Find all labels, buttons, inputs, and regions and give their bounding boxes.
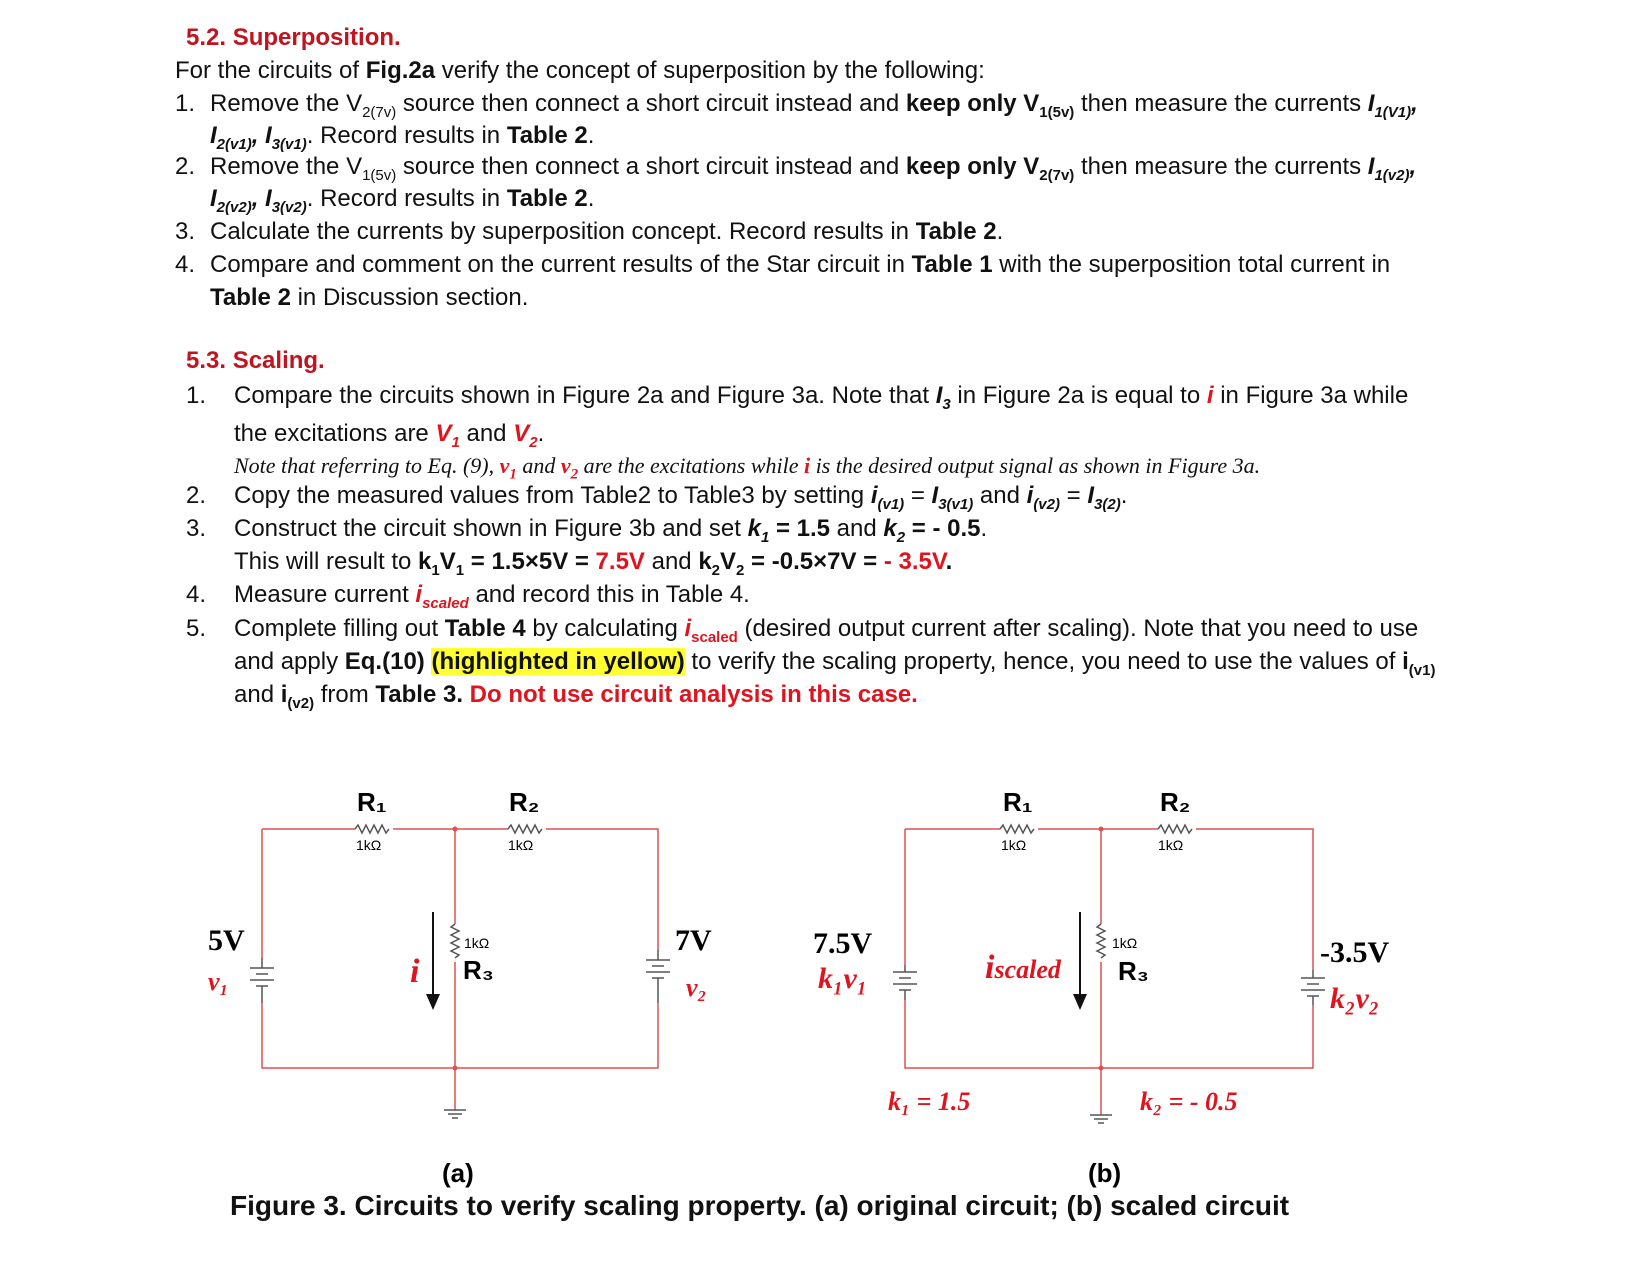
fig-a-node-top [453,827,458,832]
section-5-2-title: 5.2. Superposition. [186,24,401,51]
fig-b-r2-zigzag [1158,825,1192,833]
s52-item2-line1: Remove the $V_{1(5v)}$ source then connect a short circuit instead and keep only $V_{2(7v)}$ then measure the currents $I_{1(v2)}$, [210,153,1417,184]
s52-item4-line2: Table 2 in Discussion section. [210,284,529,311]
fig-b-v2-battery [1301,970,1325,1005]
fig-b-r2-value: 1kΩ [1158,837,1184,853]
fig-a-r1-zigzag [355,825,389,833]
figure-caption: Figure 3. Circuits to verify scaling property. (a) original circuit; (b) scaled circuit [230,1190,1290,1221]
fig-b-ground-icon [1090,1115,1112,1123]
fig-a-r3-value: 1kΩ [464,935,490,951]
s52-item2-num: 2. [175,153,196,180]
fig-b-current-label: iscaled [985,949,1061,986]
fig-b-r3-label: R₃ [1118,956,1149,986]
fig-a-ground-icon [444,1110,466,1118]
fig-a-v1-symbol: v₁ [208,967,229,996]
fig-b-v2-value: -3.5V [1320,936,1390,969]
fig-b-node-top [1099,827,1104,832]
fig-b-r1-zigzag [1000,825,1034,833]
fig-b-v2-symbol: k₂v₂ [1330,982,1380,1015]
fig-b-v1-value: 7.5V [813,927,873,960]
s53-item5-line2: and apply Eq.(10) (highlighted in yellow) to verify the scaling property, hence, you need to use the values of $i_{(v1)}$ [234,648,1436,679]
s53-item3-line1: Construct the circuit shown in Figure 3b and set $k_1 = 1.5$ and $k_2$ = - 0.5. [234,515,988,546]
fig-a-r3-zigzag [451,924,459,958]
fig-b-r1-label: R₁ [1003,787,1033,817]
s53-item4-num: 4. [186,581,207,608]
fig-b-r3-value: 1kΩ [1112,935,1138,951]
fig-b-current-arrow-icon [1073,912,1087,1010]
fig-b-v1-battery [893,965,917,1000]
fig-a-r2-value: 1kΩ [508,837,534,853]
s52-item1-line1: Remove the $V_{2(7v)}$ source then connect a short circuit instead and keep only $V_{1(5v)}$ then measure the currents $I_{1(V1)}$, [210,90,1418,121]
fig-b-r1-value: 1kΩ [1001,837,1027,853]
fig-a-top-wire-right [546,829,658,950]
s53-item4: Measure current $i_{scaled}$ and record this in Table 4. [234,581,750,612]
figure-a-circuit [262,825,658,1110]
s53-item5-line1: Complete filling out Table 4 by calculating $i_{scaled}$ (desired output current after scaling). Note that you need to use [234,615,1419,646]
s52-intro: For the circuits of Fig.2a verify the concept of superposition by the following: [175,57,985,84]
figure-b-circuit [905,825,1313,1115]
s53-item5-num: 5. [186,615,207,642]
fig-b-caption-label: (b) [1088,1158,1122,1188]
fig-b-r2-label: R₂ [1160,787,1191,817]
s53-item3-line2: This will result to $k_1V_1 = 1.5\times 5V = 7.5V$ and $k_2V_2 = -0.5\times 7V$ = - 3.5V. [234,548,953,579]
fig-a-v2-value: 7V [675,924,712,957]
fig-a-left-wire-bottom [262,1003,658,1068]
s53-item3-num: 3. [186,515,207,542]
fig-b-k2-label: k₂ = - 0.5 [1140,1087,1238,1116]
fig-a-v2-battery [646,950,670,1003]
s53-item1-num: 1. [186,382,207,409]
fig-a-current-label: i [410,953,420,990]
fig-a-v1-battery [250,958,274,1003]
fig-a-r1-label: R₁ [357,787,387,817]
fig-b-top-wire-right [1196,829,1313,970]
fig-a-v2-symbol: v₂ [686,973,707,1002]
fig-a-r1-value: 1kΩ [356,837,382,853]
fig-b-k1-label: k₁ = 1.5 [888,1087,971,1116]
s52-item3-num: 3. [175,218,196,245]
s53-item1-line1: Compare the circuits shown in Figure 2a and Figure 3a. Note that $I_3$ in Figure 2a is equal to i in Figure 3a while [234,382,1409,413]
fig-a-node-bottom [453,1066,458,1071]
fig-a-r2-zigzag [508,825,542,833]
fig-b-node-bottom [1099,1066,1104,1071]
s52-item3: Calculate the currents by superposition concept. Record results in Table 2. [210,218,1004,245]
fig-a-v1-value: 5V [208,924,245,957]
s53-item2-num: 2. [186,482,207,509]
s53-note: Note that referring to Eq. (9), $v_1$ and $v_2$ are the excitations while i is the desired output signal as shown in Figure 3a. [234,453,1261,483]
s52-item1-num: 1. [175,90,196,117]
s53-item2: Copy the measured values from Table2 to Table3 by setting $i_{(v1)} = I_{3(v1)}$ and $i_{(v2)} = I_{3(2)}$. [234,482,1128,513]
fig-a-r2-label: R₂ [509,787,540,817]
fig-a-current-arrow-icon [426,912,440,1010]
s52-item1-line2: $I_{2(v1)}$, $I_{3(v1)}$. Record results in Table 2. [210,122,595,153]
fig-a-caption-label: (a) [442,1158,474,1188]
s52-item2-line2: $I_{2(v2)}$, $I_{3(v2)}$. Record results in Table 2. [210,185,595,216]
s53-item5-line3: and $i_{(v2)}$ from Table 3. Do not use circuit analysis in this case. [234,681,918,712]
fig-b-r3-zigzag [1097,924,1105,958]
fig-a-r3-label: R₃ [463,955,494,985]
s53-item1-line2: the excitations are $V_1$ and $V_2$. [234,420,545,451]
section-5-3-title: 5.3. Scaling. [186,347,325,374]
fig-b-left-wire-bottom [905,1000,1313,1068]
fig-b-v1-symbol: k₁v₁ [818,962,868,995]
s52-item4-line1: Compare and comment on the current results of the Star circuit in Table 1 with the superposition total current in [210,251,1391,278]
s52-item4-num: 4. [175,251,196,278]
